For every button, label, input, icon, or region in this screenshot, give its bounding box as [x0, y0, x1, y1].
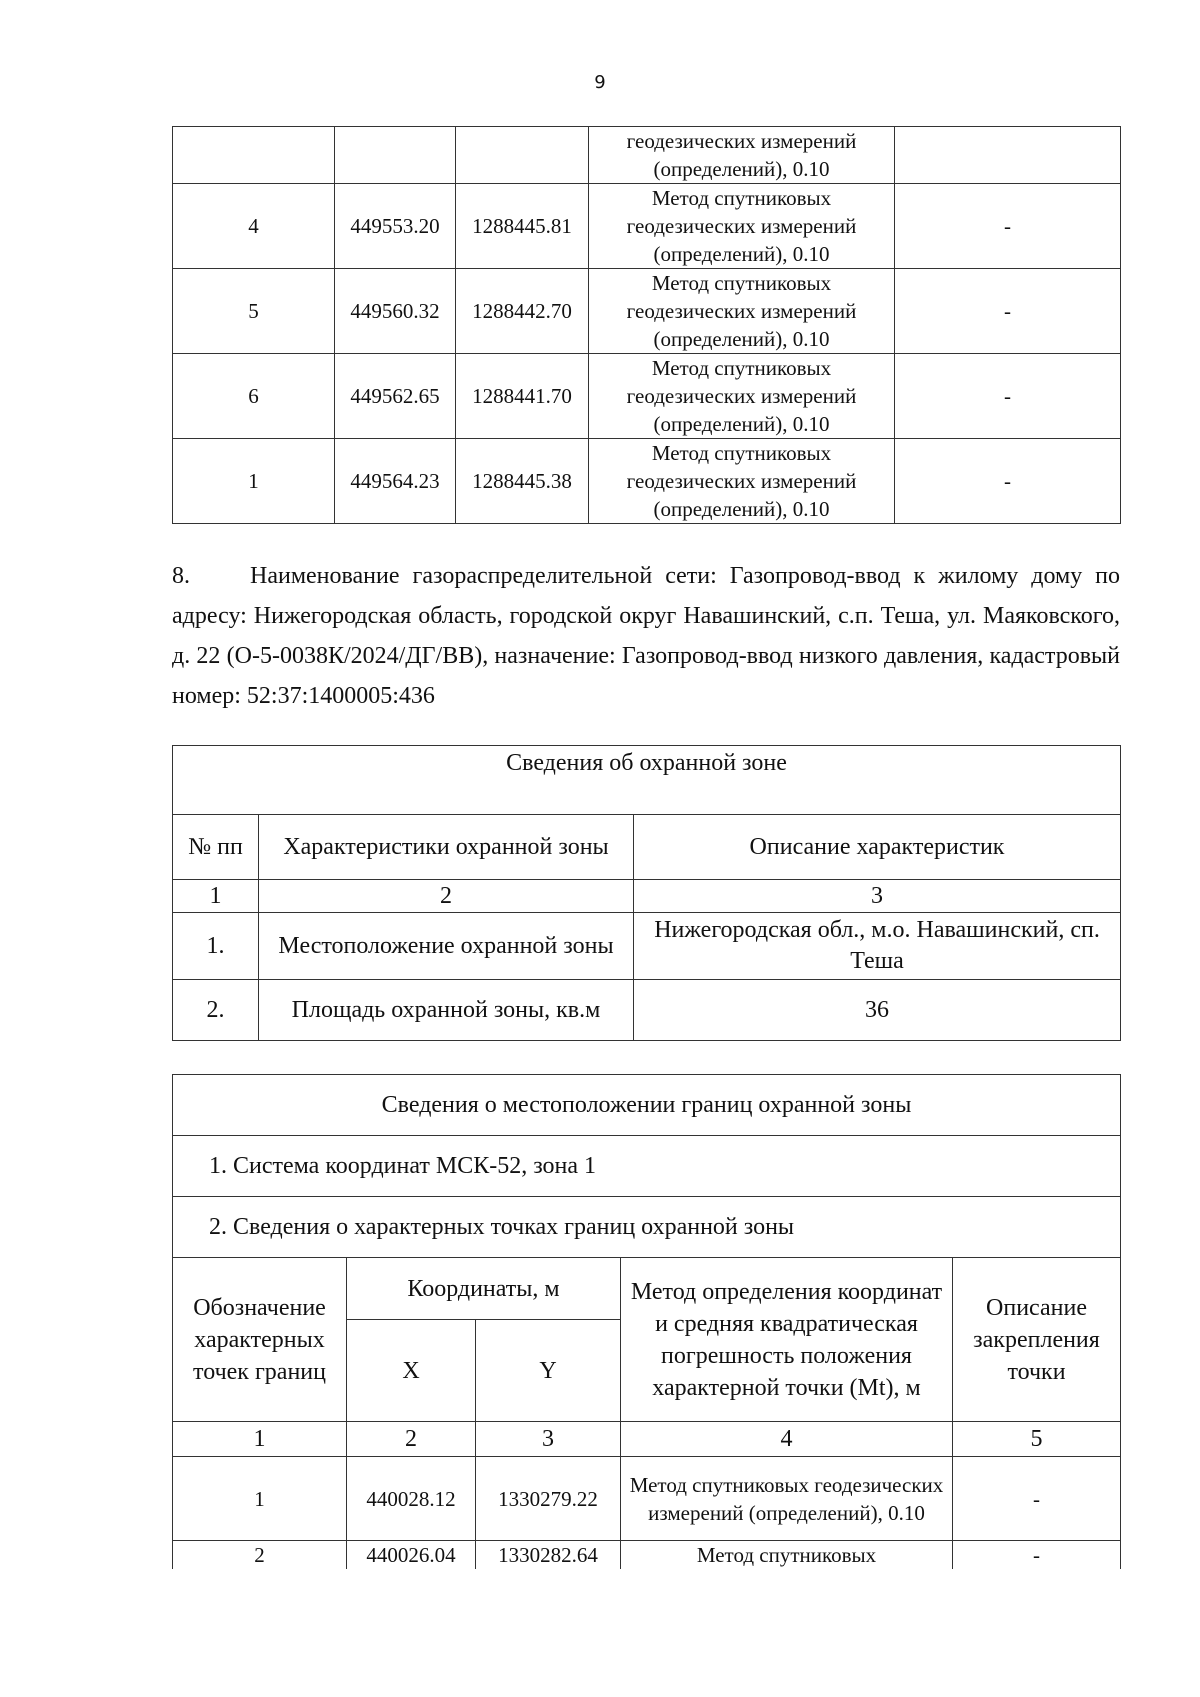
- description-cell: -: [895, 439, 1121, 524]
- zone-boundaries-table: [172, 1074, 1121, 1569]
- x-cell: 449564.23: [335, 439, 456, 524]
- y-cell: 1288442.70: [456, 269, 589, 354]
- column-index-row: [173, 1422, 1121, 1457]
- column-header-y: Y: [476, 1320, 621, 1422]
- description-cell: Нижегородская обл., м.о. Навашинский, сп. Теша: [634, 913, 1121, 980]
- method-cell: Метод спутниковых геодезических измерений (определений), 0.10: [589, 354, 895, 439]
- method-cell: Метод спутниковых геодезических измерений (определений), 0.10: [589, 439, 895, 524]
- table-subheader-row: [173, 1197, 1121, 1258]
- section-text: Наименование газораспределительной сети: Газопровод-ввод к жилому дому по адресу: Нижегородская область, городской округ Навашинский, с.п. Теша, ул. Маяковского, д. 22 (О-5-0038К/2024/ДГ/ВВ), назначение: Газопровод-ввод низкого давления, кадастровый номер: 52:37:1400005:436: [172, 563, 1120, 709]
- x-cell: 449562.65: [335, 354, 456, 439]
- y-cell: 1288441.70: [456, 354, 589, 439]
- table-row: [173, 980, 1121, 1041]
- table-subheader-row: [173, 1136, 1121, 1197]
- table-row: [173, 1457, 1121, 1541]
- point-number-cell: 4: [173, 184, 335, 269]
- point-number-cell: 2: [173, 1541, 347, 1569]
- table-row: [173, 127, 1121, 184]
- y-cell: 1288445.38: [456, 439, 589, 524]
- section-paragraph: [172, 556, 1120, 716]
- column-header-x: X: [347, 1320, 476, 1422]
- column-header-row: [173, 1258, 1121, 1320]
- column-index: 1: [173, 880, 259, 913]
- points-info-label: 2. Сведения о характерных точках границ охранной зоны: [173, 1197, 1121, 1258]
- table-title: Сведения об охранной зоне: [173, 746, 1121, 815]
- column-header-number: № пп: [173, 815, 259, 880]
- description-cell: -: [895, 184, 1121, 269]
- column-index: 3: [634, 880, 1121, 913]
- method-cell: Метод спутниковых геодезических измерений (определений), 0.10: [589, 184, 895, 269]
- column-index: 1: [173, 1422, 347, 1457]
- row-number-cell: 2.: [173, 980, 259, 1041]
- y-cell: 1330282.64: [476, 1541, 621, 1569]
- coordinate-system-label: 1. Система координат МСК-52, зона 1: [173, 1136, 1121, 1197]
- column-index: 4: [621, 1422, 953, 1457]
- method-cell: Метод спутниковых геодезических измерений (определений), 0.10: [589, 269, 895, 354]
- column-header-points: Обозначение характерных точек границ: [173, 1258, 347, 1422]
- method-cell: Метод спутниковых геодезических измерений (определений), 0.10: [621, 1457, 953, 1541]
- column-header-description: Описание закрепления точки: [953, 1258, 1121, 1422]
- y-cell: 1288445.81: [456, 184, 589, 269]
- point-number-cell: 6: [173, 354, 335, 439]
- table-title: Сведения о местоположении границ охранной зоны: [173, 1075, 1121, 1136]
- column-header-method: Метод определения координат и средняя квадратическая погрешность положения характерной точки (Mt), м: [621, 1258, 953, 1422]
- table-row: [173, 1541, 1121, 1569]
- table-row: [173, 913, 1121, 980]
- y-cell: [456, 127, 589, 184]
- x-cell: 440026.04: [347, 1541, 476, 1569]
- table-header-row: [173, 746, 1121, 815]
- x-cell: [335, 127, 456, 184]
- column-header-row: [173, 815, 1121, 880]
- method-cell: геодезических измерений (определений), 0.10: [589, 127, 895, 184]
- description-cell: -: [953, 1457, 1121, 1541]
- page-number: 9: [594, 72, 606, 93]
- point-number-cell: 1: [173, 1457, 347, 1541]
- description-cell: 36: [634, 980, 1121, 1041]
- coordinates-table-continued: [172, 126, 1121, 524]
- x-cell: 449560.32: [335, 269, 456, 354]
- protection-zone-table: [172, 745, 1121, 1041]
- description-cell: -: [895, 269, 1121, 354]
- table-row: [173, 269, 1121, 354]
- description-cell: -: [953, 1541, 1121, 1569]
- point-number-cell: [173, 127, 335, 184]
- column-index-row: [173, 880, 1121, 913]
- characteristic-cell: Местоположение охранной зоны: [259, 913, 634, 980]
- characteristic-cell: Площадь охранной зоны, кв.м: [259, 980, 634, 1041]
- point-number-cell: 1: [173, 439, 335, 524]
- x-cell: 440028.12: [347, 1457, 476, 1541]
- row-number-cell: 1.: [173, 913, 259, 980]
- method-cell: Метод спутниковых: [621, 1541, 953, 1569]
- column-header-coordinates: Координаты, м: [347, 1258, 621, 1320]
- column-index: 3: [476, 1422, 621, 1457]
- description-cell: -: [895, 354, 1121, 439]
- column-header-description: Описание характеристик: [634, 815, 1121, 880]
- column-index: 2: [259, 880, 634, 913]
- column-index: 5: [953, 1422, 1121, 1457]
- table-row: [173, 354, 1121, 439]
- column-header-characteristics: Характеристики охранной зоны: [259, 815, 634, 880]
- section-number: 8.: [172, 563, 190, 589]
- table-row: [173, 439, 1121, 524]
- column-index: 2: [347, 1422, 476, 1457]
- point-number-cell: 5: [173, 269, 335, 354]
- description-cell: [895, 127, 1121, 184]
- y-cell: 1330279.22: [476, 1457, 621, 1541]
- x-cell: 449553.20: [335, 184, 456, 269]
- table-row: [173, 184, 1121, 269]
- table-header-row: [173, 1075, 1121, 1136]
